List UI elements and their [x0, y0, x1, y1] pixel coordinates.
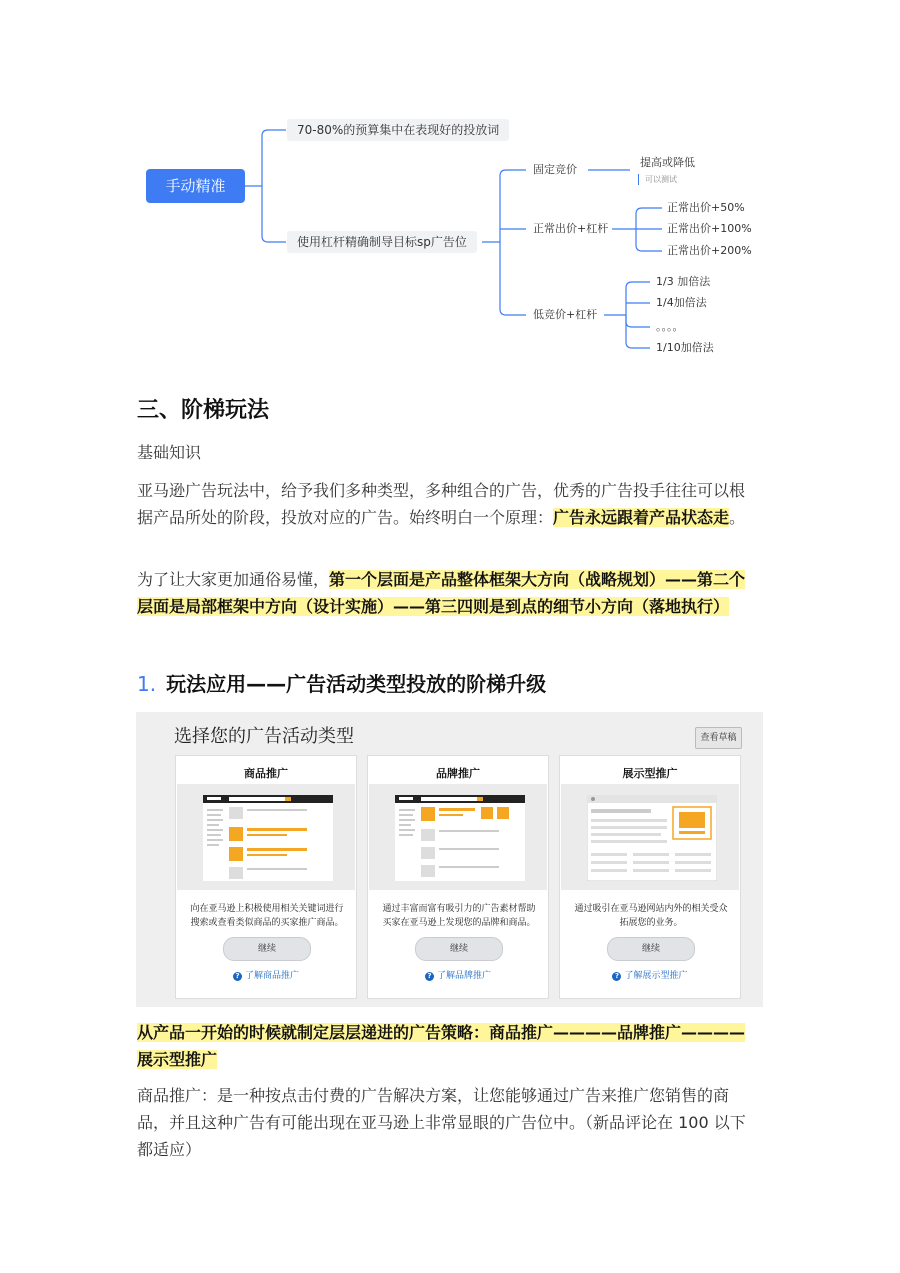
section-heading: 三、阶梯玩法 [137, 398, 270, 423]
panel-title: 选择您的广告活动类型 [174, 726, 354, 747]
learn-more-link[interactable]: ? 了解展示型推广 [560, 968, 740, 981]
card-illustration [177, 784, 355, 890]
mindmap-normal-child: 正常出价+200% [667, 244, 752, 257]
mindmap-connectors [0, 0, 900, 380]
card-description: 通过丰富而富有吸引力的广告素材帮助买家在亚马逊上发现您的品牌和商品。 [382, 904, 536, 928]
campaign-type-screenshot [136, 712, 763, 1007]
mindmap-normal-child: 正常出价+100% [667, 222, 752, 235]
card-description: 向在亚马逊上积极使用相关关键词进行搜索或查看类似商品的买家推广商品。 [190, 904, 344, 928]
mindmap-branch-budget: 70-80%的预算集中在表现好的投放词 [287, 119, 509, 141]
subsection-heading: 1. 玩法应用——广告活动类型投放的阶梯升级 [137, 672, 547, 696]
paragraph-levels: 为了让大家更加通俗易懂，第一个层面是产品整体框架大方向（战略规划）——第二个层面是局部框架中方向（设计实施）——第三四则是到点的细节小方向（落地执行） [137, 570, 746, 616]
card-illustration [561, 784, 739, 890]
mindmap-low-child: 。。。。 [656, 320, 684, 333]
mindmap-root: 手动精准 [146, 169, 245, 203]
learn-more-link[interactable]: ? 了解商品推广 [176, 968, 356, 981]
sponsored-brands-mockup-icon [395, 795, 525, 881]
mindmap-fixed-bid-note: 可以测试 [638, 174, 677, 185]
mindmap-low-bid: 低竞价+杠杆 [533, 308, 598, 321]
card-title: 展示型推广 [622, 767, 678, 780]
strategy-statement: 从产品一开始的时候就制定层层递进的广告策略：商品推广————品牌推广————展示型推广 [137, 1023, 746, 1069]
card-sponsored-products[interactable] [175, 755, 357, 999]
card-sponsored-display[interactable] [559, 755, 741, 999]
card-sponsored-brands[interactable] [367, 755, 549, 999]
sponsored-products-paragraph: 商品推广：是一种按点击付费的广告解决方案，让您能够通过广告来推广您销售的商品，并且这种广告有可能出现在亚马逊上非常显眼的广告位中。（新品评论在 100 以下都适应） [137, 1086, 746, 1159]
help-icon: ? [612, 972, 621, 981]
view-draft-button[interactable]: 查看草稿 [695, 727, 742, 749]
continue-button[interactable]: 继续 [607, 937, 695, 961]
continue-button[interactable]: 继续 [415, 937, 503, 961]
sponsored-display-mockup-icon [587, 795, 717, 881]
mindmap-fixed-bid: 固定竞价 [533, 163, 577, 176]
card-illustration [369, 784, 547, 890]
mindmap-normal-bid: 正常出价+杠杆 [533, 222, 609, 235]
mindmap-branch-leverage: 使用杠杆精确制导目标sp广告位 [287, 231, 477, 253]
mindmap-low-child: 1/4加倍法 [656, 296, 707, 309]
mindmap-normal-child: 正常出价+50% [667, 201, 745, 214]
help-icon: ? [233, 972, 242, 981]
mindmap-fixed-bid-child: 提高或降低 [640, 156, 695, 169]
learn-more-link[interactable]: ? 了解品牌推广 [368, 968, 548, 981]
card-title: 品牌推广 [436, 767, 480, 780]
continue-button[interactable]: 继续 [223, 937, 311, 961]
mindmap-low-child: 1/3 加倍法 [656, 275, 711, 288]
card-description: 通过吸引在亚马逊网站内外的相关受众拓展您的业务。 [574, 904, 728, 928]
paragraph-principle: 亚马逊广告玩法中，给予我们多种类型，多种组合的广告，优秀的广告投手往往可以根据产品所处的阶段，投放对应的广告。始终明白一个原理：广告永远跟着产品状态走。 [137, 481, 746, 527]
sponsored-products-mockup-icon [203, 795, 333, 881]
card-title: 商品推广 [244, 767, 288, 780]
basics-label: 基础知识 [137, 443, 202, 462]
help-icon: ? [425, 972, 434, 981]
mindmap-low-child: 1/10加倍法 [656, 341, 714, 354]
